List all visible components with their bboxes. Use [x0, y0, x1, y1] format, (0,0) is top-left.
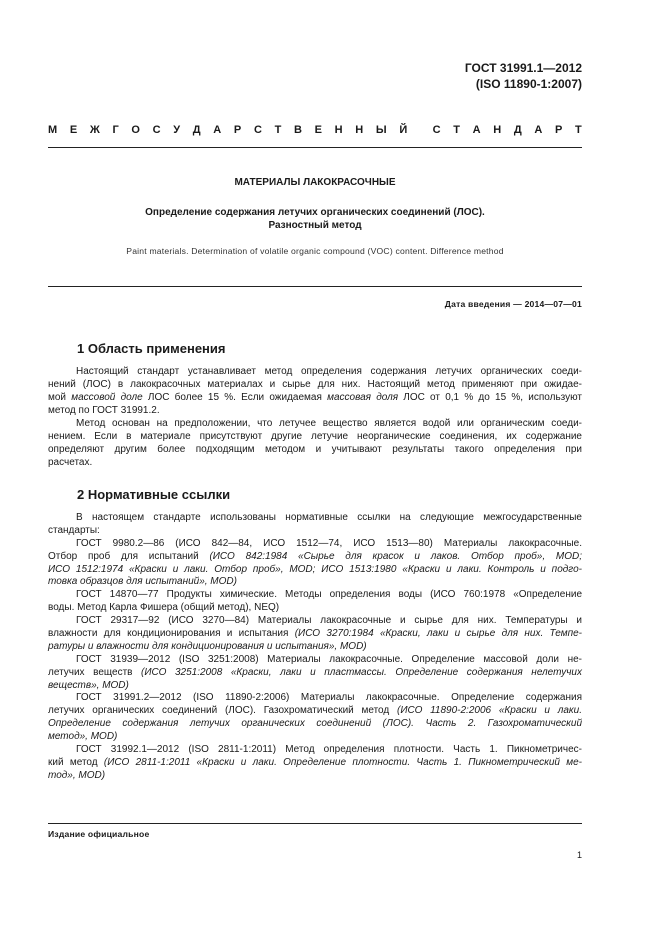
- banner-letter: Д: [192, 124, 201, 136]
- banner-letter: О: [131, 124, 140, 136]
- reference-italic-text: (ИСО 842:1984 «Сырье для красок и лаков. Отбор проб», MOD;: [209, 550, 582, 562]
- banner-letter: Ж: [89, 124, 100, 136]
- banner-letter: А: [472, 124, 481, 136]
- reference-italic-text: веществ», MOD): [48, 679, 129, 691]
- section-1-heading: 1 Область применения: [77, 341, 226, 356]
- reference-text: ГОСТ 29317—92 (ИСО 3270—84) Материалы лакокрасочные и сырье для них. Температуры и: [76, 615, 582, 627]
- reference-text: влажности для кондиционирования и испытания: [48, 628, 295, 640]
- banner-letter: Н: [334, 124, 343, 136]
- normative-references-list: [48, 538, 582, 783]
- banner-letter: Д: [513, 124, 522, 136]
- normative-reference: [48, 589, 582, 615]
- title-rule: [48, 286, 582, 287]
- reference-italic-text: товка образцов для испытаний», MOD): [48, 576, 237, 588]
- document-subtitle: [48, 206, 582, 232]
- reference-italic-text: тод», MOD): [48, 769, 106, 781]
- section-2-body: В настоящем стандарте использованы нормативные ссылки на следующие межгосударственные стандарты: ГОСТ 9980.2—86 (ИСО 842—84, ИСО 1512—74, ИСО 1513—80) Материалы лакокрасочные. Отбор проб для испытаний (ИСО 842:1984 «Сырье для красок и лаков. Отбор проб», MOD; ИСО 1512:1974 «Краски и лаки. Отбор проб», MOD; ИСО 1513:1980 «Краски и лаки. Контроль и подго- товка образцов для испытаний», MOD) ГОСТ 14870—77 Продукты химические. Методы определения воды (ИСО 760:1978 «Определение воды. Метод Карла Фишера (общий метод), NEQ) ГОСТ 29317—92 (ИСО 3270—84) Материалы лакокрасочные и сырье для них. Температуры и влажности для кондиционирования и испытания (ИСО 3270:1984 «Краски, лаки и сырье для них. Темпе- ратуры и влажности для кондиционирования и испытания», MOD) ГОСТ 31939—2012 (ISO 3251:2008) Материалы лакокрасочные. Определение массовой доли не- летучих веществ (ИСО 3251:2008 «Краски, лаки и пластмассы. Определение содержания нелетучих веществ», MOD) ГОСТ 31991.2—2012 (ISO 11890-2:2006) Материалы лакокрасочные. Определение содержания летучих органических соединений (ЛОС). Газохроматический метод (ИСО 11890-2:2006 «Краски и лаки. Определение содержания летучих органических соединений (ЛОС). Часть 2. Газохроматический метод», MOD) ГОСТ 31992.1—2012 (ISO 2811-1:2011) Метод определения плотности. Часть 1. Пикнометричес- кий метод (ИСО 2811-1:2011 «Краски и лаки. Определение плотности. Часть 1. Пикнометрический ме- тод», MOD): [48, 512, 583, 781]
- standard-code: ГОСТ 31991.1—2012: [464, 61, 582, 75]
- banner-letter: С: [152, 124, 161, 136]
- reference-italic-text: метод», MOD): [48, 731, 118, 743]
- reference-italic-text: ИСО 1512:1974 «Краски и лаки. Отбор проб», MOD; ИСО 1513:1980 «Краски и лаки. Контроль и подго-: [48, 563, 582, 575]
- normative-reference: [48, 692, 582, 744]
- banner-letter: Р: [233, 124, 242, 136]
- subtitle-line-1: Определение содержания летучих органических соединений (ЛОС).: [145, 207, 485, 218]
- reference-text: ГОСТ 31992.1—2012 (ISO 2811-1:2011) Метод определения плотности. Часть 1. Пикнометричес-: [76, 744, 582, 756]
- reference-text: кий метод: [48, 756, 104, 768]
- iso-code: (ISO 11890-1:2007): [475, 77, 582, 91]
- banner-letter: В: [293, 124, 302, 136]
- reference-text: ГОСТ 31991.2—2012 (ISO 11890-2:2006) Материалы лакокрасочные. Определение содержания: [76, 692, 582, 704]
- banner-letter: Т: [274, 124, 282, 136]
- reference-italic-text: (ИСО 3251:2008 «Краски, лаки и пластмассы. Определение содержания нелетучих: [141, 666, 582, 678]
- interstate-standard-banner: [48, 124, 582, 136]
- normative-reference: [48, 744, 582, 783]
- banner-letter: Н: [493, 124, 502, 136]
- section-2-heading: 2 Нормативные ссылки: [77, 487, 231, 502]
- banner-letter: Р: [554, 124, 563, 136]
- reference-text: ГОСТ 14870—77 Продукты химические. Методы определения воды (ИСО 760:1978 «Определение: [76, 589, 582, 601]
- reference-italic-text: (ИСО 3270:1984 «Краски, лаки и сырье для них. Темпе-: [294, 628, 583, 640]
- normative-reference: [48, 538, 582, 590]
- section-1-paragraph-2: Метод основан на предположении, что летучее вещество является водой или органическим соеди- нением. Если в материале присутствуют другие летучие неорганические соединения, их содержание определяют другим более подходящим методом и учитывают результаты такого определения при расчетах.: [48, 418, 582, 468]
- banner-letter: А: [213, 124, 222, 136]
- normative-reference: [48, 654, 582, 693]
- reference-text: Отбор проб для испытаний: [48, 550, 210, 562]
- reference-italic-text: (ИСО 11890-2:2006 «Краски и лаки.: [396, 705, 582, 717]
- page-number: 1: [576, 850, 582, 860]
- banner-letter: Ы: [375, 124, 387, 136]
- reference-text: воды. Метод Карла Фишера (общий метод), NEQ): [48, 602, 280, 614]
- section-1-paragraph-1: Настоящий стандарт устанавливает метод определения содержания летучих органических соеди- нений (ЛОС) в лакокрасочных материалах и сырье для них. Настоящий метод применяют при ожидае- мой массовой доле ЛОС более 15 %. Если ожидаемая массовая доля ЛОС от 0,1 % до 15 %, используют метод по ГОСТ 31991.2.: [48, 366, 582, 416]
- banner-letter: А: [534, 124, 543, 136]
- english-title: Paint materials. Determination of volatile organic compound (VOC) content. Difference method: [126, 246, 504, 256]
- official-edition-label: Издание официальное: [48, 829, 150, 839]
- footer-rule: [48, 823, 582, 824]
- reference-text: летучих веществ: [48, 666, 142, 678]
- introduction-date: Дата введения — 2014—07—01: [444, 299, 582, 309]
- subtitle-line-2: Разностный метод: [268, 220, 362, 231]
- reference-text: ГОСТ 31939—2012 (ISO 3251:2008) Материалы лакокрасочные. Определение массовой доли не-: [76, 653, 582, 665]
- banner-letter: Н: [355, 124, 364, 136]
- banner-letter: У: [173, 124, 181, 136]
- banner-letter: Г: [112, 124, 119, 136]
- banner-letter: Е: [69, 124, 78, 136]
- reference-italic-text: (ИСО 2811-1:2011 «Краски и лаки. Определение плотности. Часть 1. Пикнометрический ме-: [103, 756, 582, 768]
- reference-text: летучих органических соединений (ЛОС). Газохроматический метод: [48, 705, 397, 717]
- reference-italic-text: Определение содержания летучих органических соединений (ЛОС). Часть 2. Газохроматический: [48, 718, 582, 730]
- banner-letter: С: [253, 124, 262, 136]
- banner-letter: М: [48, 124, 58, 136]
- banner-letter: Т: [453, 124, 460, 136]
- banner-letter: Т: [575, 124, 582, 136]
- banner-letter: Й: [399, 124, 408, 136]
- document-title: МАТЕРИАЛЫ ЛАКОКРАСОЧНЫЕ: [234, 177, 396, 188]
- reference-italic-text: ратуры и влажности для кондиционирования и испытания», MOD): [48, 640, 367, 652]
- normative-reference: [48, 615, 582, 654]
- banner-letter: Е: [314, 124, 322, 136]
- top-rule: [48, 147, 582, 148]
- reference-text: ГОСТ 9980.2—86 (ИСО 842—84, ИСО 1512—74, ИСО 1513—80) Материалы лакокрасочные.: [76, 537, 582, 549]
- banner-letter: С: [432, 124, 441, 136]
